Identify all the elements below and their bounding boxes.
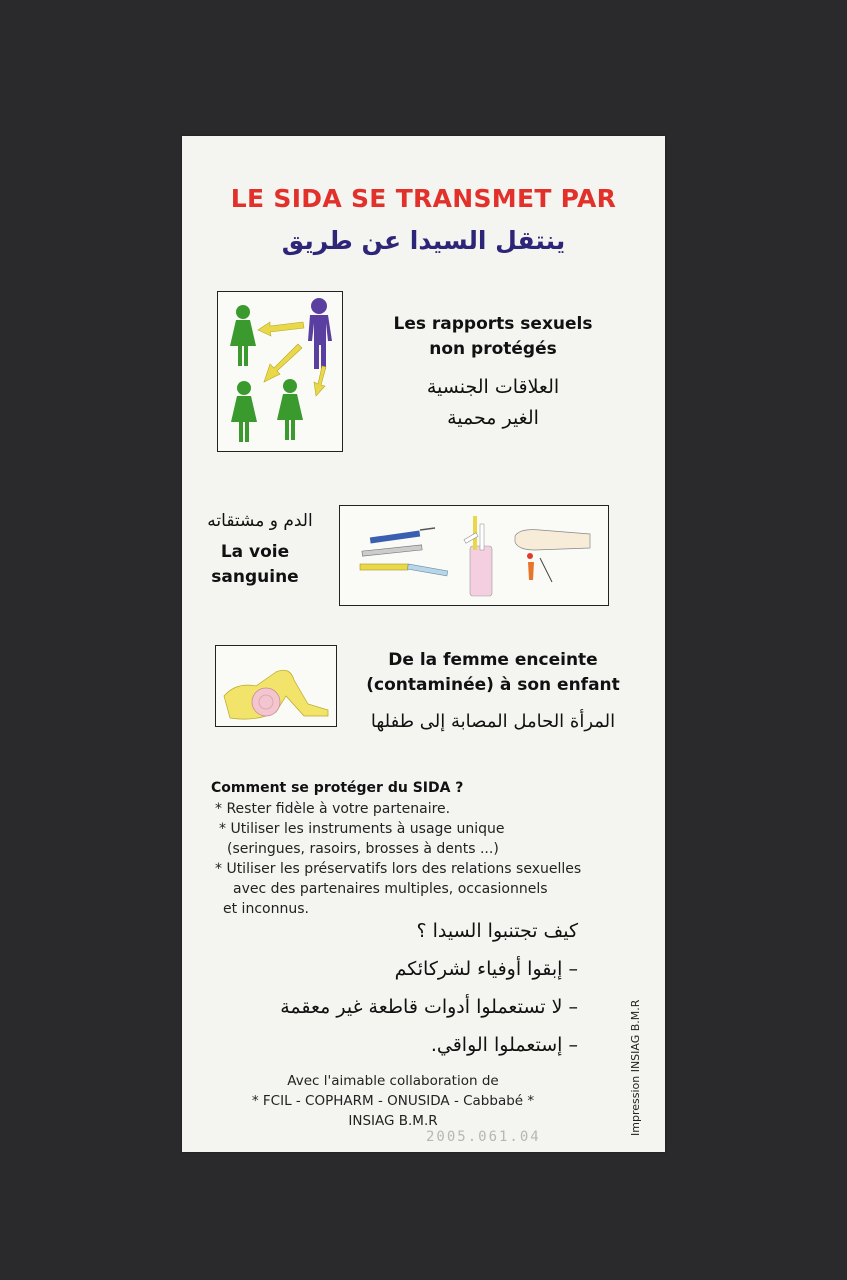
protect-ar-item: – لا تستعملوا أدوات قاطعة غير معقمة <box>280 996 578 1018</box>
toothbrush-cup-icon <box>464 516 492 596</box>
section2-fr-line1: La voie <box>220 542 290 562</box>
section1-fr-line1: Les rapports sexuels <box>393 314 593 334</box>
leaflet-card <box>182 136 665 1152</box>
credits-line3: INSIAG B.M.R <box>348 1113 438 1129</box>
protect-ar-heading: كيف تجتنبوا السيدا ؟ <box>416 920 578 942</box>
girl-figure-icon <box>277 379 303 440</box>
protect-ar-item: – إستعملوا الواقي. <box>430 1034 578 1056</box>
section3-fr-line1: De la femme enceinte <box>388 650 598 670</box>
credits-line1: Avec l'aimable collaboration de <box>287 1073 499 1089</box>
protect-item: * Utiliser les préservatifs lors des relations sexuelles <box>215 861 582 877</box>
imprint-vertical: Impression INSIAG B.M.R <box>629 999 642 1136</box>
girl-figure-icon <box>230 305 256 366</box>
title-arabic: ينتقل السيدا عن طريق <box>281 226 566 255</box>
section2-fr-line2: sanguine <box>211 567 299 587</box>
protect-ar-item: – إبقوا أوفياء لشركائكم <box>394 958 578 980</box>
protect-item: * Utiliser les instruments à usage unique <box>219 821 505 837</box>
section1-ar-line1: العلاقات الجنسية <box>426 376 560 398</box>
finger-blood-icon <box>515 530 590 582</box>
section2-ar: الدم و مشتقاته <box>207 511 313 531</box>
section3-fr-line2: (contaminée) à son enfant <box>366 675 620 695</box>
protect-item: (seringues, rasoirs, brosses à dents ...) <box>227 841 499 857</box>
sexual-transmission-illustration <box>217 291 343 452</box>
baby-icon <box>252 688 280 716</box>
inventory-number: 2005.061.04 <box>426 1129 541 1145</box>
protect-item: * Rester fidèle à votre partenaire. <box>215 801 451 817</box>
credits-line2: * FCIL - COPHARM - ONUSIDA - Cabbabé * <box>251 1093 535 1109</box>
protect-heading: Comment se protéger du SIDA ? <box>211 780 464 796</box>
mother-child-illustration <box>215 645 337 727</box>
title-french: LE SIDA SE TRANSMET PAR <box>230 184 617 213</box>
protect-item: avec des partenaires multiples, occasionnels <box>233 881 548 897</box>
man-figure-icon <box>308 298 332 369</box>
syringe-icon <box>362 528 435 556</box>
razor-icon <box>360 564 448 576</box>
girl-figure-icon <box>231 381 257 442</box>
section1-fr-line2: non protégés <box>429 339 557 359</box>
section3-ar: المرأة الحامل المصابة إلى طفلها <box>370 711 616 732</box>
protect-item: et inconnus. <box>223 901 309 917</box>
blood-transmission-illustration <box>339 505 609 606</box>
section1-ar-line2: الغير محمية <box>447 407 539 429</box>
